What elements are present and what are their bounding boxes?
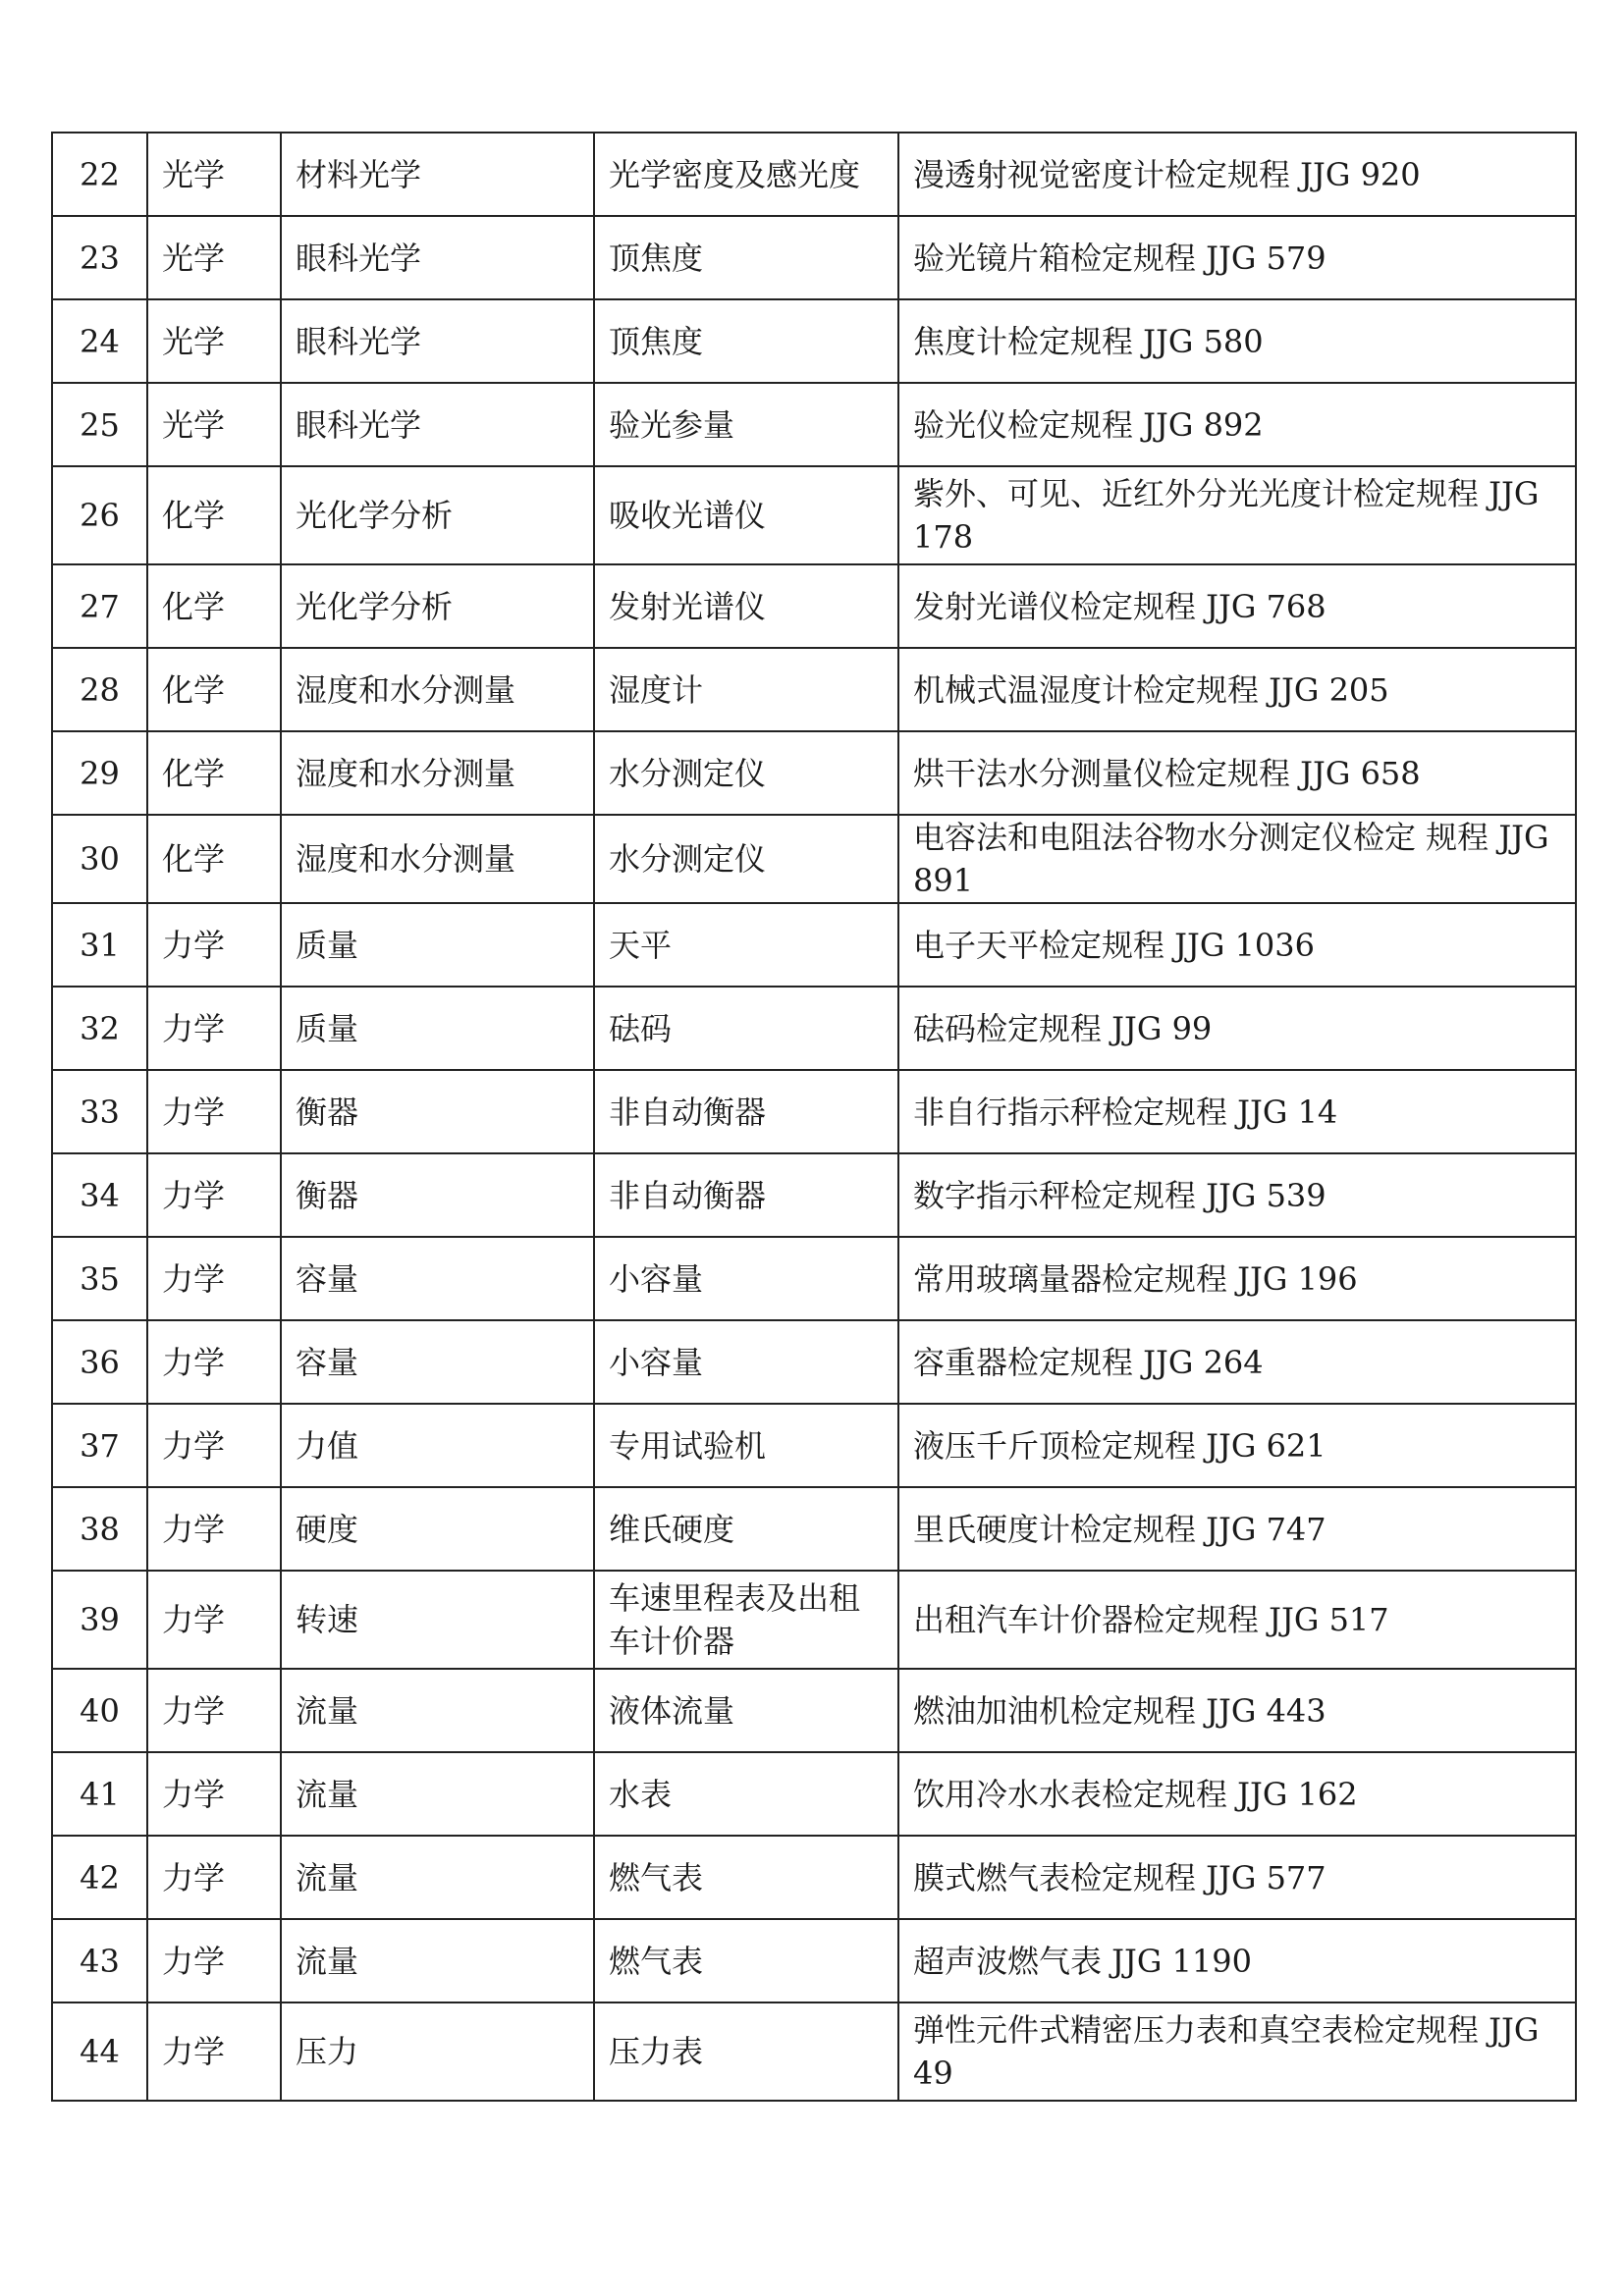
standard-cell: 超声波燃气表 JJG 1190	[898, 1919, 1576, 2002]
category-cell: 力值	[281, 1404, 594, 1487]
field-cell: 力学	[147, 2002, 281, 2101]
category-cell: 材料光学	[281, 133, 594, 216]
item-cell: 湿度计	[594, 648, 898, 731]
item-cell: 非自动衡器	[594, 1153, 898, 1237]
standard-cell: 电容法和电阻法谷物水分测定仪检定 规程 JJG 891	[898, 815, 1576, 903]
category-cell: 湿度和水分测量	[281, 648, 594, 731]
standard-cell: 膜式燃气表检定规程 JJG 577	[898, 1836, 1576, 1919]
category-cell: 流量	[281, 1752, 594, 1836]
category-cell: 光化学分析	[281, 466, 594, 564]
item-cell: 顶焦度	[594, 216, 898, 299]
item-cell: 砝码	[594, 987, 898, 1070]
field-cell: 力学	[147, 1404, 281, 1487]
row-number: 35	[52, 1237, 147, 1320]
standard-cell: 发射光谱仪检定规程 JJG 768	[898, 564, 1576, 648]
row-number: 24	[52, 299, 147, 383]
field-cell: 化学	[147, 648, 281, 731]
table-row	[52, 1153, 1576, 1237]
standard-cell: 砝码检定规程 JJG 99	[898, 987, 1576, 1070]
row-number: 39	[52, 1571, 147, 1669]
table-row	[52, 466, 1576, 564]
item-cell: 维氏硬度	[594, 1487, 898, 1571]
table-row	[52, 987, 1576, 1070]
row-number: 33	[52, 1070, 147, 1153]
item-cell: 吸收光谱仪	[594, 466, 898, 564]
table-row	[52, 731, 1576, 815]
item-cell: 小容量	[594, 1237, 898, 1320]
table-row	[52, 1320, 1576, 1404]
row-number: 30	[52, 815, 147, 903]
category-cell: 硬度	[281, 1487, 594, 1571]
table-row	[52, 383, 1576, 466]
item-cell: 发射光谱仪	[594, 564, 898, 648]
table-row	[52, 1070, 1576, 1153]
row-number: 40	[52, 1669, 147, 1752]
item-cell: 车速里程表及出租车计价器	[594, 1571, 898, 1669]
category-cell: 湿度和水分测量	[281, 815, 594, 903]
category-cell: 流量	[281, 1836, 594, 1919]
field-cell: 力学	[147, 1153, 281, 1237]
category-cell: 光化学分析	[281, 564, 594, 648]
row-number: 41	[52, 1752, 147, 1836]
field-cell: 光学	[147, 216, 281, 299]
item-cell: 非自动衡器	[594, 1070, 898, 1153]
field-cell: 化学	[147, 466, 281, 564]
field-cell: 力学	[147, 1237, 281, 1320]
field-cell: 力学	[147, 903, 281, 987]
standard-cell: 容重器检定规程 JJG 264	[898, 1320, 1576, 1404]
category-cell: 流量	[281, 1919, 594, 2002]
standard-cell: 常用玻璃量器检定规程 JJG 196	[898, 1237, 1576, 1320]
field-cell: 力学	[147, 1919, 281, 2002]
field-cell: 力学	[147, 1752, 281, 1836]
row-number: 44	[52, 2002, 147, 2101]
category-cell: 转速	[281, 1571, 594, 1669]
table-row	[52, 133, 1576, 216]
standard-cell: 漫透射视觉密度计检定规程 JJG 920	[898, 133, 1576, 216]
item-cell: 水分测定仪	[594, 815, 898, 903]
standard-cell: 电子天平检定规程 JJG 1036	[898, 903, 1576, 987]
standard-cell: 非自行指示秤检定规程 JJG 14	[898, 1070, 1576, 1153]
row-number: 28	[52, 648, 147, 731]
row-number: 36	[52, 1320, 147, 1404]
row-number: 32	[52, 987, 147, 1070]
item-cell: 压力表	[594, 2002, 898, 2101]
field-cell: 化学	[147, 564, 281, 648]
item-cell: 水表	[594, 1752, 898, 1836]
standard-cell: 焦度计检定规程 JJG 580	[898, 299, 1576, 383]
row-number: 23	[52, 216, 147, 299]
table-row	[52, 1237, 1576, 1320]
table-row	[52, 1752, 1576, 1836]
table-row	[52, 815, 1576, 903]
row-number: 22	[52, 133, 147, 216]
verification-standards-table	[51, 132, 1577, 2102]
item-cell: 专用试验机	[594, 1404, 898, 1487]
row-number: 34	[52, 1153, 147, 1237]
item-cell: 顶焦度	[594, 299, 898, 383]
field-cell: 光学	[147, 383, 281, 466]
row-number: 25	[52, 383, 147, 466]
category-cell: 眼科光学	[281, 216, 594, 299]
row-number: 43	[52, 1919, 147, 2002]
item-cell: 验光参量	[594, 383, 898, 466]
table-row	[52, 1919, 1576, 2002]
category-cell: 衡器	[281, 1070, 594, 1153]
standard-cell: 出租汽车计价器检定规程 JJG 517	[898, 1571, 1576, 1669]
field-cell: 力学	[147, 987, 281, 1070]
item-cell: 燃气表	[594, 1919, 898, 2002]
table-row	[52, 2002, 1576, 2101]
item-cell: 小容量	[594, 1320, 898, 1404]
item-cell: 液体流量	[594, 1669, 898, 1752]
field-cell: 力学	[147, 1669, 281, 1752]
table-row	[52, 1404, 1576, 1487]
item-cell: 水分测定仪	[594, 731, 898, 815]
table-row	[52, 1669, 1576, 1752]
table-row	[52, 1571, 1576, 1669]
standard-cell: 验光镜片箱检定规程 JJG 579	[898, 216, 1576, 299]
standard-cell: 液压千斤顶检定规程 JJG 621	[898, 1404, 1576, 1487]
category-cell: 衡器	[281, 1153, 594, 1237]
standard-cell: 烘干法水分测量仪检定规程 JJG 658	[898, 731, 1576, 815]
row-number: 37	[52, 1404, 147, 1487]
table-row	[52, 564, 1576, 648]
row-number: 38	[52, 1487, 147, 1571]
table-row	[52, 299, 1576, 383]
row-number: 31	[52, 903, 147, 987]
row-number: 29	[52, 731, 147, 815]
standard-cell: 里氏硬度计检定规程 JJG 747	[898, 1487, 1576, 1571]
category-cell: 容量	[281, 1320, 594, 1404]
standard-cell: 饮用冷水水表检定规程 JJG 162	[898, 1752, 1576, 1836]
table-row	[52, 1487, 1576, 1571]
item-cell: 光学密度及感光度	[594, 133, 898, 216]
standard-cell: 紫外、可见、近红外分光光度计检定规程 JJG 178	[898, 466, 1576, 564]
field-cell: 光学	[147, 133, 281, 216]
row-number: 42	[52, 1836, 147, 1919]
standard-cell: 验光仪检定规程 JJG 892	[898, 383, 1576, 466]
category-cell: 眼科光学	[281, 299, 594, 383]
category-cell: 压力	[281, 2002, 594, 2101]
item-cell: 天平	[594, 903, 898, 987]
table-row	[52, 1836, 1576, 1919]
field-cell: 力学	[147, 1836, 281, 1919]
field-cell: 力学	[147, 1320, 281, 1404]
category-cell: 质量	[281, 903, 594, 987]
row-number: 27	[52, 564, 147, 648]
standard-cell: 燃油加油机检定规程 JJG 443	[898, 1669, 1576, 1752]
category-cell: 眼科光学	[281, 383, 594, 466]
row-number: 26	[52, 466, 147, 564]
standard-cell: 弹性元件式精密压力表和真空表检定规程 JJG 49	[898, 2002, 1576, 2101]
category-cell: 容量	[281, 1237, 594, 1320]
table-row	[52, 648, 1576, 731]
standard-cell: 数字指示秤检定规程 JJG 539	[898, 1153, 1576, 1237]
field-cell: 力学	[147, 1487, 281, 1571]
table-row	[52, 903, 1576, 987]
category-cell: 质量	[281, 987, 594, 1070]
table-body	[52, 133, 1576, 2101]
category-cell: 流量	[281, 1669, 594, 1752]
field-cell: 光学	[147, 299, 281, 383]
field-cell: 化学	[147, 731, 281, 815]
field-cell: 力学	[147, 1571, 281, 1669]
field-cell: 力学	[147, 1070, 281, 1153]
standard-cell: 机械式温湿度计检定规程 JJG 205	[898, 648, 1576, 731]
table-row	[52, 216, 1576, 299]
item-cell: 燃气表	[594, 1836, 898, 1919]
category-cell: 湿度和水分测量	[281, 731, 594, 815]
field-cell: 化学	[147, 815, 281, 903]
